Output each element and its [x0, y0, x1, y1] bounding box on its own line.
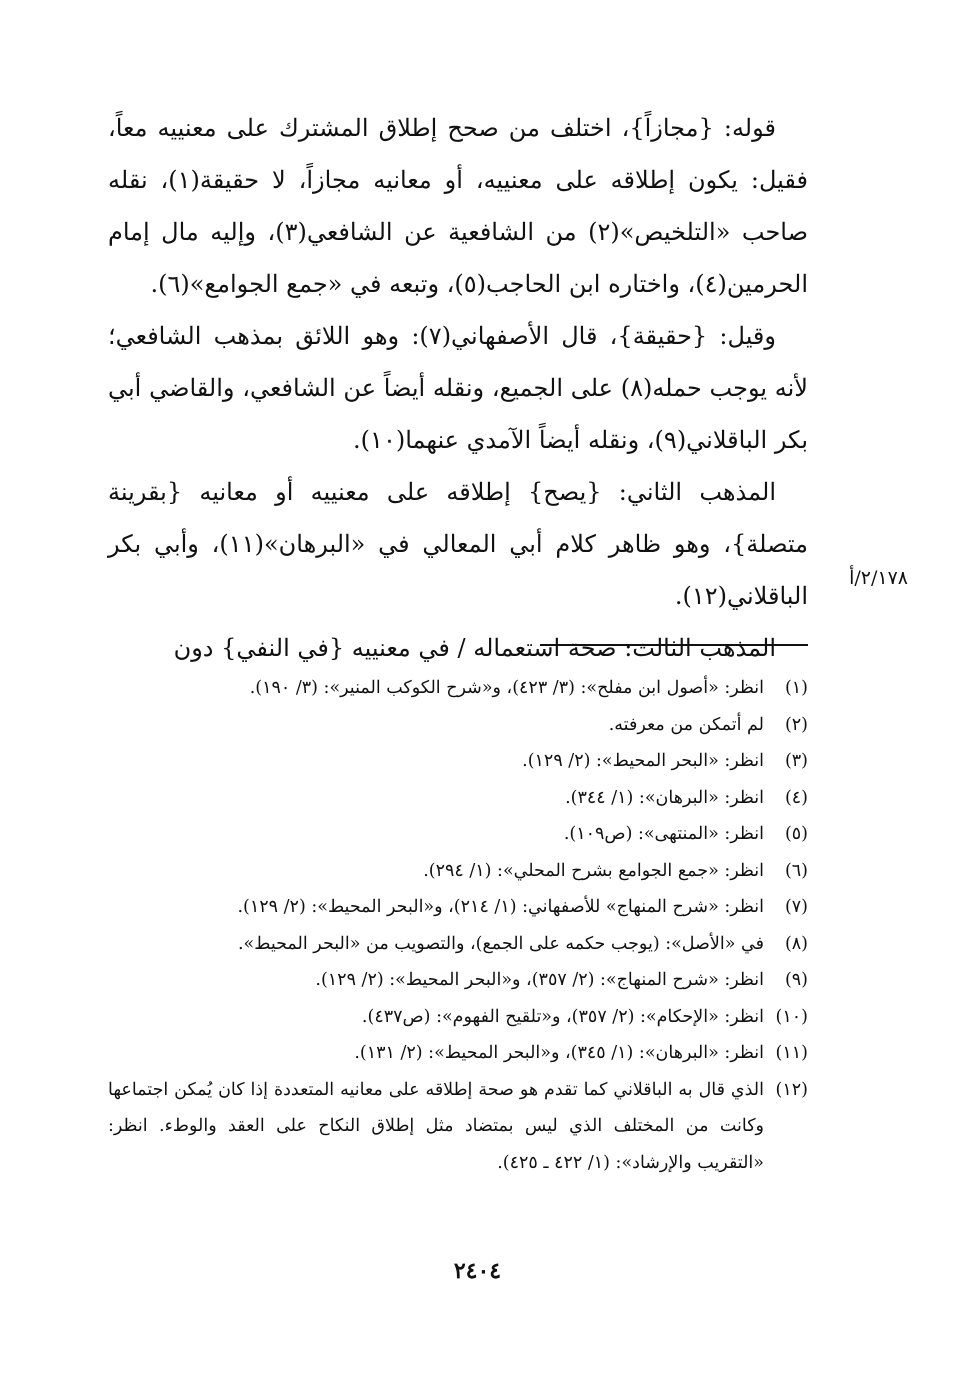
footnote-text: انظر: «أصول ابن مفلح»: (٣/ ٤٢٣)، و«شرح الكوكب المنير»: (٣/ ١٩٠). [249, 678, 764, 698]
footnote-number: (٤) [784, 787, 808, 808]
footnote-10 [108, 999, 808, 1036]
main-text [108, 102, 808, 674]
paragraph-4-line-1: المذهب الثالث: صحة استعماله / في معنييه {في النفي} دون [173, 634, 776, 662]
footnote-8 [108, 926, 808, 963]
footnote-text: الذي قال به الباقلاني كما تقدم هو صحة إطلاقه على معانيه المتعددة إذا كان يُمكن اجتماعها وكانت من المختلف الذي ليس بمتضاد مثل إطلاق النكاح على العقد والوطء. انظر: «التقريب والإرشاد»: (١/ ٤٢٢ ـ ٤٢٥). [108, 1079, 764, 1173]
footnote-12 [108, 1072, 808, 1182]
footnote-text: انظر: «البرهان»: (١/ ٣٤٥)، و«البحر المحيط»: (٢/ ١٣١). [354, 1043, 764, 1063]
manuscript-margin-reference: ٢/١٧٨/أ [849, 567, 908, 589]
footnote-number: (٢) [784, 714, 808, 735]
footnote-number: (٨) [784, 933, 808, 954]
footnote-text: انظر: «المنتهى»: (ص١٠٩). [563, 824, 764, 844]
footnote-number: (٧) [784, 897, 808, 917]
footnote-text: انظر: «الإحكام»: (٢/ ٣٥٧)، و«تلقيح الفهوم»: (ص٤٣٧). [361, 1006, 764, 1027]
footnote-number: (٩) [784, 970, 808, 990]
footnote-text: انظر: «شرح المنهاج»: (٢/ ٣٥٧)، و«البحر المحيط»: (٢/ ١٢٩). [315, 970, 764, 990]
footnotes [108, 670, 808, 1181]
footnote-text: انظر: «جمع الجوامع بشرح المحلي»: (١/ ٢٩٤). [423, 860, 764, 881]
paragraph-3 [108, 466, 808, 622]
footnote-6 [108, 853, 808, 890]
footnote-text: انظر: «شرح المنهاج» للأصفهاني: (١/ ٢١٤)، و«البحر المحيط»: (٢/ ١٢٩). [237, 897, 764, 917]
footnote-number: (٥) [784, 824, 808, 844]
paragraph-3-line-2: وهو ظاهر كلام أبي المعالي في «البرهان»(١١)، وأبي بكر الباقلاني(١٢). [108, 530, 808, 610]
footnote-separator [540, 644, 808, 646]
paragraph-2-line-3: الباقلاني(٩)، ونقله أيضاً الآمدي عنهما(١٠). [353, 426, 768, 454]
footnote-number: (١١) [775, 1043, 808, 1063]
footnote-4 [108, 780, 808, 817]
footnote-5 [108, 816, 808, 853]
footnote-text: انظر: «البحر المحيط»: (٢/ ١٢٩). [522, 751, 764, 771]
paragraph-1-line-4: الحرمين(٤)، واختاره ابن الحاجب(٥)، وتبعه في «جمع الجوامع»(٦). [150, 270, 808, 298]
footnote-number: (١) [784, 678, 808, 698]
footnote-text: انظر: «البرهان»: (١/ ٣٤٤). [565, 787, 764, 808]
paragraph-2 [108, 310, 808, 466]
paragraph-3-line-1: المذهب الثاني: {يصح} إطلاقه على معنييه أو معانيه {بقرينة متصلة}، [108, 478, 809, 558]
footnote-1 [108, 670, 808, 707]
paragraph-2-line-1: وقيل: {حقيقة}، قال الأصفهاني(٧): وهو اللائق بمذهب الشافعي؛ [108, 322, 776, 350]
paragraph-1-line-2: فقيل: يكون إطلاقه على معنييه، أو معانيه مجازاً، لا حقيقة(١)، نقله [108, 166, 808, 194]
paragraph-1 [108, 102, 808, 310]
footnote-number: (٣) [784, 751, 808, 771]
paragraph-1-line-1: قوله: {مجازاً}، اختلف من صحح إطلاق المشترك على معنييه معاً، [108, 114, 776, 142]
paragraph-4 [108, 622, 808, 674]
footnote-text: لم أتمكن من معرفته. [608, 714, 764, 735]
footnote-11 [108, 1035, 808, 1072]
footnote-3 [108, 743, 808, 780]
footnote-number: (١٢) [775, 1079, 808, 1100]
footnote-9 [108, 962, 808, 999]
footnote-number: (٦) [784, 860, 808, 881]
footnote-2 [108, 707, 808, 744]
page-number: ٢٤٠٤ [453, 1258, 502, 1284]
footnote-text: في «الأصل»: (يوجب حكمه على الجمع)، والتصويب من «البحر المحيط». [237, 933, 764, 954]
footnote-7 [108, 889, 808, 926]
footnote-number: (١٠) [775, 1006, 808, 1027]
paragraph-1-line-3: صاحب «التلخيص»(٢) من الشافعية عن الشافعي(٣)، وإليه مال إمام [108, 218, 808, 246]
paragraph-2-line-2: لأنه يوجب حمله(٨) على الجميع، ونقله أيضاً عن الشافعي، والقاضي أبي بكر [108, 374, 808, 454]
